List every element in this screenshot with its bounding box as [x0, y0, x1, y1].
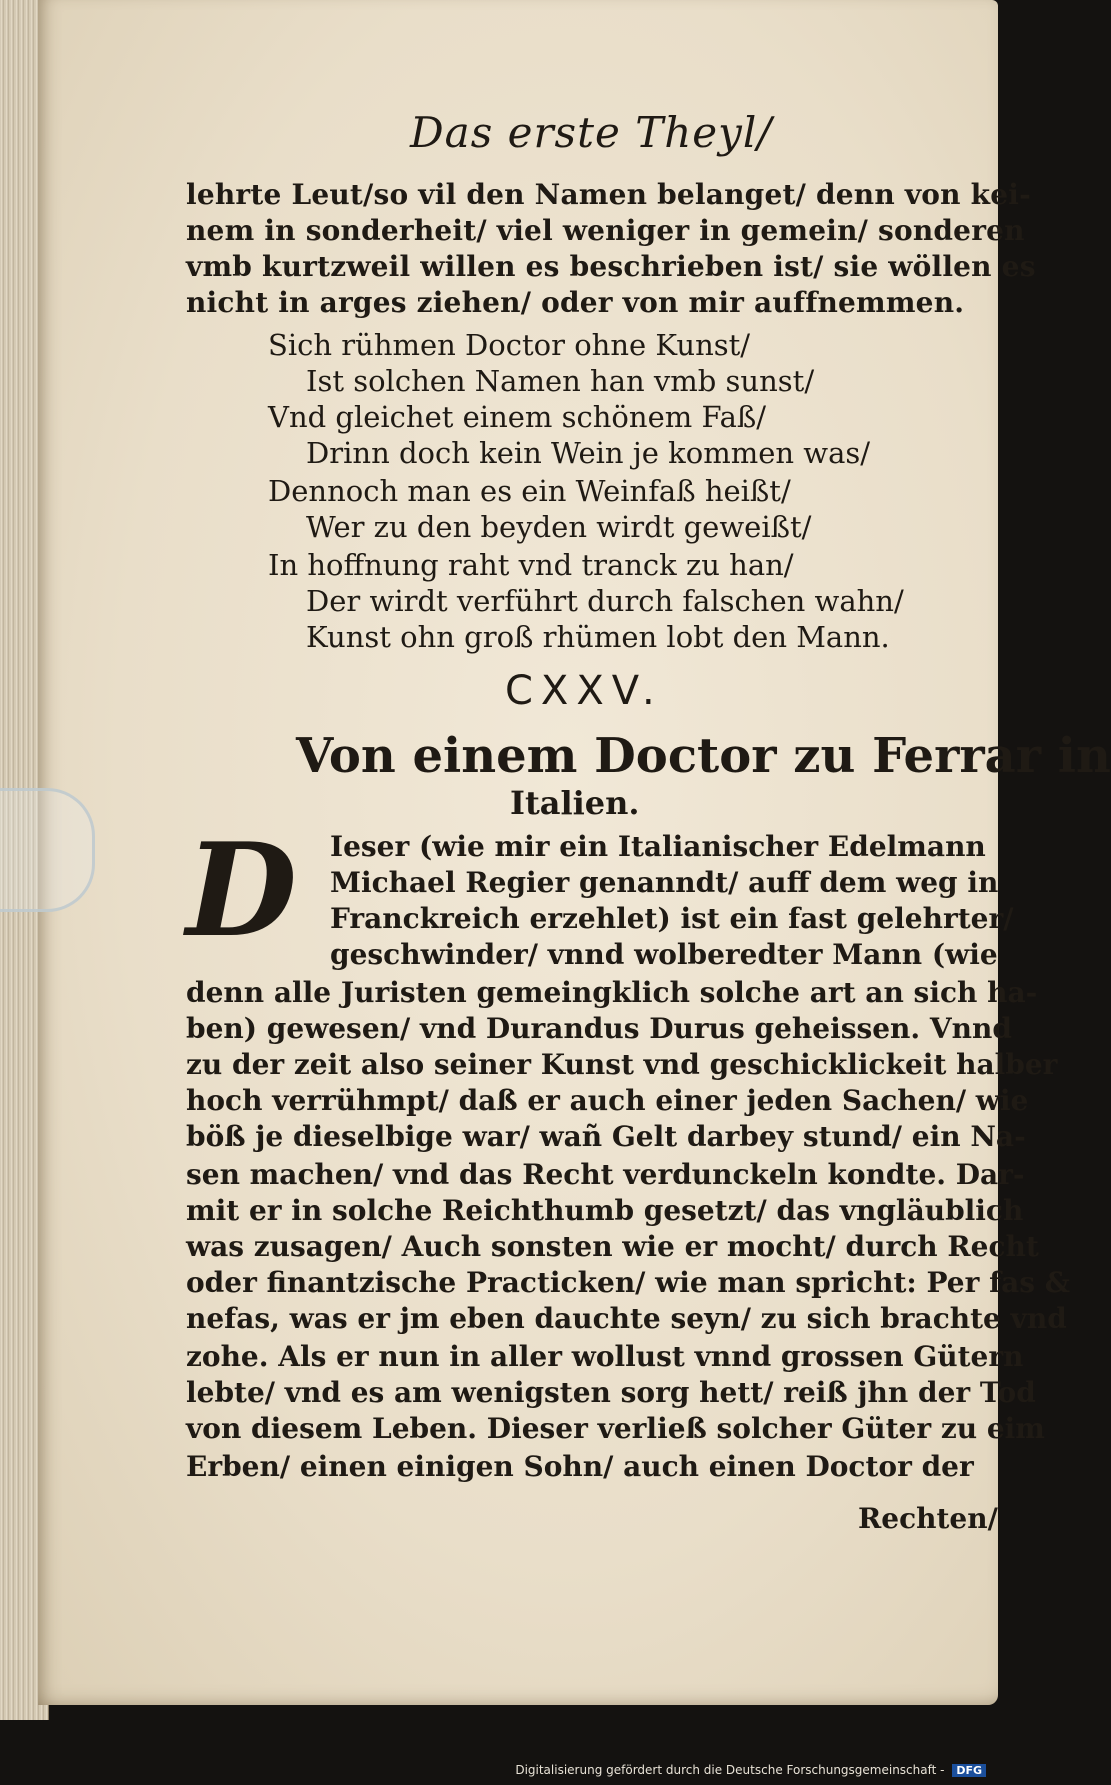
- body-line: sen machen/ vnd das Recht verdunckeln kondte. Dar-: [186, 1158, 1025, 1191]
- verse-line: Wer zu den beyden wirdt geweißt/: [306, 510, 812, 544]
- verse-line: Vnd gleichet einem schönem Faß/: [268, 400, 767, 434]
- intro-line: nicht in arges ziehen/ oder von mir auffnemmen.: [186, 286, 965, 319]
- intro-line: nem in sonderheit/ viel weniger in gemein/ sonderen: [186, 214, 1025, 247]
- verse-line: In hoffnung raht vnd tranck zu han/: [268, 548, 794, 582]
- verse-line: Der wirdt verführt durch falschen wahn/: [306, 584, 904, 618]
- body-line: lebte/ vnd es am wenigsten sorg hett/ reiß jhn der Tod: [186, 1376, 1036, 1409]
- dfg-logo: DFG: [952, 1764, 986, 1777]
- verse-line: Drinn doch kein Wein je kommen was/: [306, 436, 871, 470]
- body-line: zu der zeit also seiner Kunst vnd geschicklickeit halber: [186, 1048, 1058, 1081]
- page-holder-clip: [0, 788, 95, 912]
- verse-line: Sich rühmen Doctor ohne Kunst/: [268, 328, 751, 362]
- body-line: Michael Regier genanndt/ auff dem weg in: [330, 866, 999, 899]
- body-line: denn alle Juristen gemeingklich solche art an sich ha-: [186, 976, 1038, 1009]
- verse-line: Dennoch man es ein Weinfaß heißt/: [268, 474, 791, 508]
- digitization-credit: [515, 1763, 986, 1777]
- chapter-title: Von einem Doctor zu Ferrar in: [296, 728, 1111, 784]
- catchword: Rechten/: [858, 1502, 998, 1535]
- body-line: Erben/ einen einigen Sohn/ auch einen Doctor der: [186, 1450, 974, 1483]
- intro-line: lehrte Leut/so vil den Namen belanget/ denn von kei-: [186, 178, 1031, 211]
- body-line: zohe. Als er nun in aller wollust vnnd grossen Gütern: [186, 1340, 1024, 1373]
- chapter-number: CXXV.: [505, 668, 663, 714]
- body-line: hoch verrühmpt/ daß er auch einer jeden Sachen/ wie: [186, 1084, 1029, 1117]
- body-line: Franckreich erzehlet) ist ein fast gelehrter/: [330, 902, 1014, 935]
- body-line: böß je dieselbige war/ wañ Gelt darbey stund/ ein Na-: [186, 1120, 1026, 1153]
- body-line: was zusagen/ Auch sonsten wie er mocht/ durch Recht: [186, 1230, 1039, 1263]
- running-header: Das erste Theyl/: [410, 108, 773, 157]
- body-line: nefas, was er jm eben dauchte seyn/ zu sich brachte vnd: [186, 1302, 1067, 1335]
- body-line: ben) gewesen/ vnd Durandus Durus geheissen. Vnnd: [186, 1012, 1012, 1045]
- body-line: mit er in solche Reichthumb gesetzt/ das vngläublich: [186, 1194, 1024, 1227]
- verse-line: Ist solchen Namen han vmb sunst/: [306, 364, 815, 398]
- body-line: Ieser (wie mir ein Italianischer Edelmann: [330, 830, 986, 863]
- body-line: oder finantzische Practicken/ wie man spricht: Per fas &: [186, 1266, 1071, 1299]
- intro-line: vmb kurtzweil willen es beschrieben ist/ sie wöllen es: [186, 250, 1036, 283]
- body-line: von diesem Leben. Dieser verließ solcher Güter zu eim: [186, 1412, 1045, 1445]
- verse-line: Kunst ohn groß rhümen lobt den Mann.: [306, 620, 890, 654]
- chapter-title-continued: Italien.: [510, 784, 640, 822]
- body-line: geschwinder/ vnnd wolberedter Mann (wie: [330, 938, 998, 971]
- credit-text: Digitalisierung gefördert durch die Deutsche Forschungsgemeinschaft -: [515, 1763, 945, 1777]
- decorated-initial: D: [186, 816, 297, 966]
